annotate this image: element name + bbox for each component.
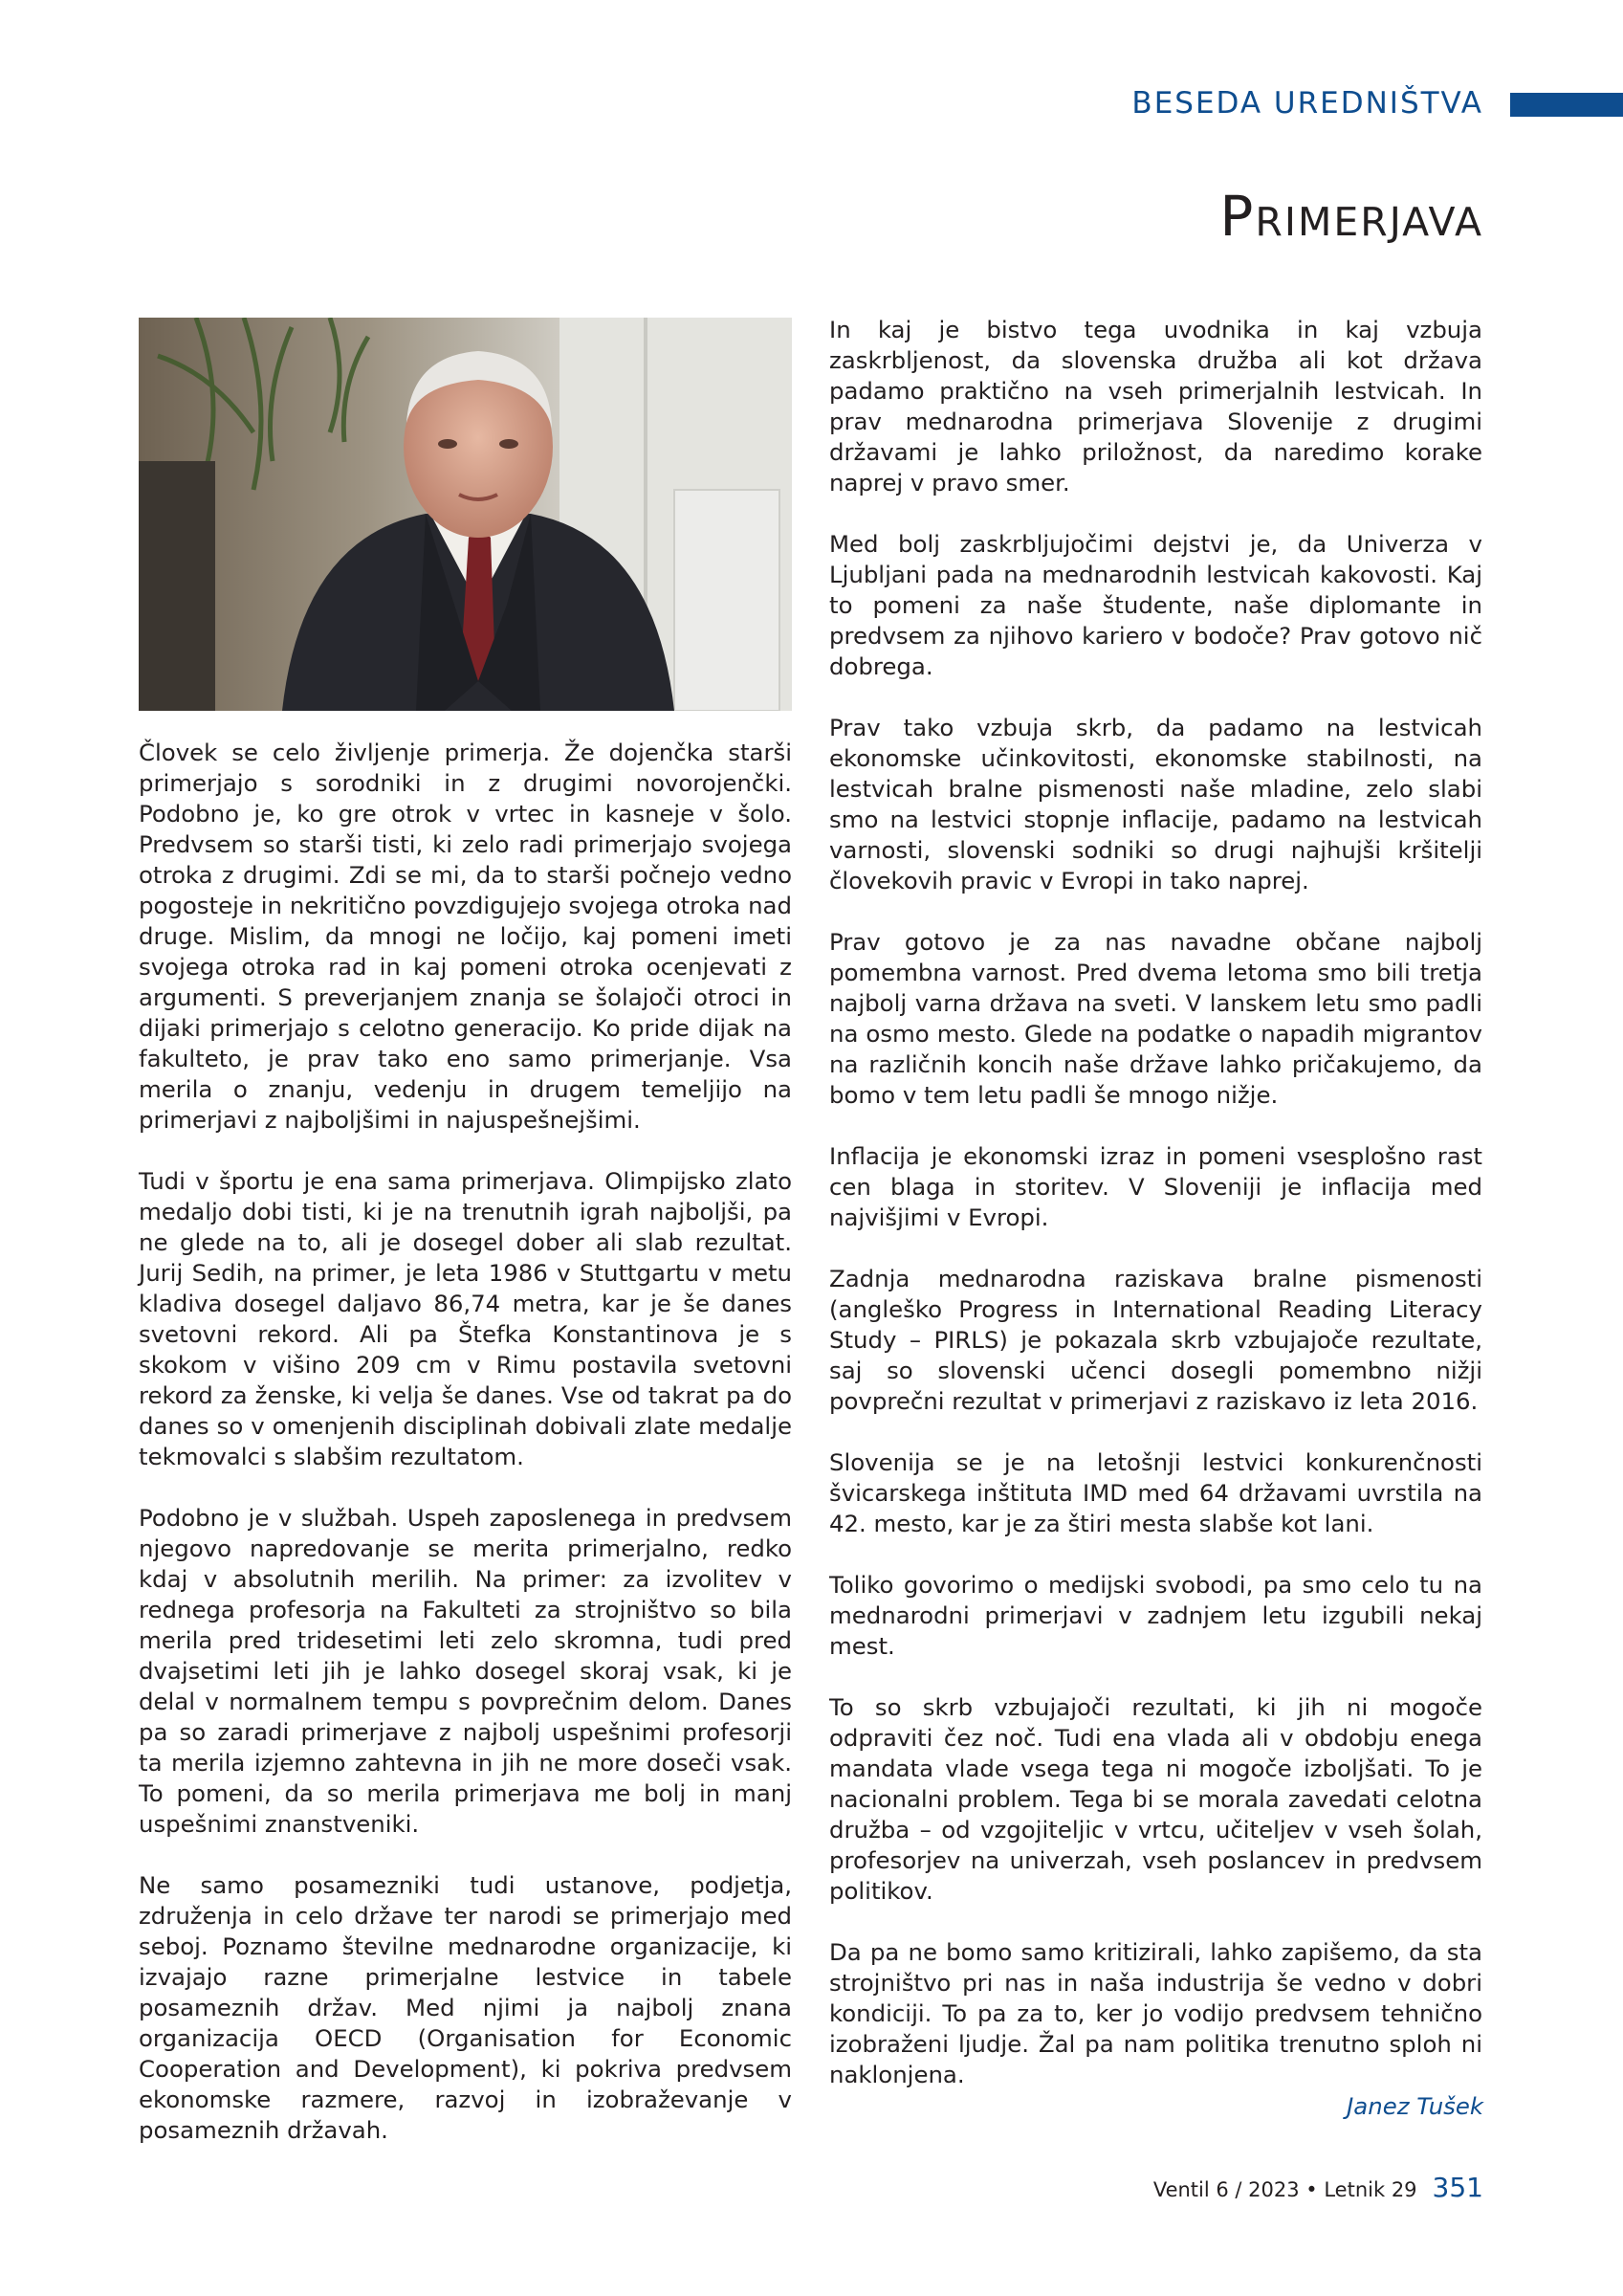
page-title: Primerjava [1219, 184, 1483, 249]
section-label: BESEDA UREDNIŠTVA [1131, 86, 1483, 121]
paragraph: Med bolj zaskrbljujočimi dejstvi je, da Univerza v Ljubljani pada na mednarodnih lestvicah kakovosti. Kaj to pomeni za naše študente, naše diplomante in predvsem za njihovo kariero v bodoče? Prav gotovo nič dobrega. [829, 530, 1482, 680]
paragraph: Podobno je v službah. Uspeh zaposlenega in predvsem njegovo napredovanje se merita primerjalno, redko kdaj v absolutnih merilih. Na primer: za izvolitev v rednega profesorja na Fakulteti za strojništvo so bila merila pred tridesetimi leti zelo skromna, tudi pred dvajsetimi leti jih je lahko dosegel skoraj vsak, ki je delal v normalnem tempu s povprečnim delom. Danes pa so zaradi primerjave z najbolj uspešnimi profesorji ta merila izjemno zahtevna in jih ne more doseči vsak. To pomeni, da so merila primerjava me bolj in manj uspešnimi znanstveniki. [139, 1504, 792, 1838]
paragraph: Prav tako vzbuja skrb, da padamo na lestvicah ekonomske učinkovitosti, ekonomske stabilnosti, na lestvicah bralne pismenosti naše mladine, zelo slabi smo na lestvici stopnje inflacije, padamo na lestvicah varnosti, slovenski sodniki so drugi najhujši kršitelji človekovih pravic v Evropi in tako naprej. [829, 714, 1482, 894]
article-right-column [829, 315, 1482, 2121]
section-accent-bar [1510, 93, 1623, 117]
article-left-column [139, 738, 792, 2176]
page-footer [1153, 2172, 1483, 2203]
author-portrait-photo [139, 318, 792, 711]
paragraph: Slovenija se je na letošnji lestvici konkurenčnosti švicarskega inštituta IMD med 64 državami uvrstila na 42. mesto, kar je za štiri mesta slabše kot lani. [829, 1448, 1482, 1537]
author-signature: Janez Tušek [1347, 2092, 1483, 2120]
paragraph: Ne samo posamezniki tudi ustanove, podjetja, združenja in celo države ter narodi se primerjajo med seboj. Poznamo številne mednarodne organizacije, ki izvajajo razne primerjalne lestvice in tabele posameznih držav. Med njimi ja najbolj znana organizacija OECD (Organisation for Economic Cooperation and Development), ki pokriva predvsem ekonomske razmere, razvoj in izobraževanje v posameznih državah. [139, 1871, 792, 2144]
portrait-photo-icon [139, 318, 792, 711]
paragraph: Tudi v športu je ena sama primerjava. Olimpijsko zlato medaljo dobi tisti, ki je na trenutnih igrah najboljši, pa ne glede na to, ali je dosegel dober ali slab rezultat. Jurij Sedih, na primer, je leta 1986 v Stuttgartu v metu kladiva dosegel daljavo 86,74 metra, kar je še danes svetovni rekord. Ali pa Štefka Konstantinova je s skokom v višino 209 cm v Rimu postavila svetovni rekord za ženske, ki velja še danes. Vse od takrat pa do danes so v omenjenih disciplinah dobivali zlate medalje tekmovalci s slabšim rezultatom. [139, 1167, 792, 1470]
paragraph: Toliko govorimo o medijski svobodi, pa smo celo tu na mednarodni primerjavi v zadnjem letu izgubili nekaj mest. [829, 1571, 1482, 1660]
paragraph: Človek se celo življenje primerja. Že dojenčka starši primerjajo s sorodniki in z drugimi novorojenčki. Podobno je, ko gre otrok v vrtec in kasneje v šolo. Predvsem so starši tisti, ki zelo radi primerjajo svojega otroka z drugimi. Zdi se mi, da to starši počnejo vedno pogosteje in nekritično povzdigujejo svojega otroka nad druge. Mislim, da mnogi ne ločijo, kaj pomeni imeti svojega otroka rad in kaj pomeni otroka ocenjevati z argumenti. S preverjanjem znanja se šolajoči otroci in dijaki primerjajo s celotno generacijo. Ko pride dijak na fakulteto, je prav tako eno samo primerjanje. Vsa merila o znanju, vedenju in drugem temeljijo na primerjavi z najboljšimi in najuspešnejšimi. [139, 739, 792, 1134]
paragraph: In kaj je bistvo tega uvodnika in kaj vzbuja zaskrbljenost, da slovenska družba ali kot država padamo praktično na vseh primerjalnih lestvicah. In prav mednarodna primerjava Slovenije z drugimi državami je lahko priložnost, da naredimo korake naprej v pravo smer. [829, 316, 1482, 497]
paragraph: Inflacija je ekonomski izraz in pomeni vsesplošno rast cen blaga in storitev. V Sloveniji je inflacija med najvišjimi v Evropi. [829, 1142, 1482, 1231]
page-number: 351 [1432, 2172, 1483, 2203]
paragraph: To so skrb vzbujajoči rezultati, ki jih ni mogoče odpraviti čez noč. Tudi ena vlada ali v obdobju enega mandata vlade vsega tega ni mogoče izboljšati. To je nacionalni problem. Tega bi se morala zavedati celotna družba – od vzgojiteljic v vrtcu, učiteljev v vseh šolah, profesorjev na univerzah, vseh poslancev in predvsem politikov. [829, 1693, 1482, 1905]
paragraph: Zadnja mednarodna raziskava bralne pismenosti (angleško Progress in International Reading Literacy Study – PIRLS) je pokazala skrb vzbujajoče rezultate, saj so slovenski učenci dosegli pomembno nižji povprečni rezultat v primerjavi z raziskavo iz leta 2016. [829, 1265, 1482, 1415]
paragraph: Prav gotovo je za nas navadne občane najbolj pomembna varnost. Pred dvema letoma smo bili tretja najbolj varna država na sveti. V lanskem letu smo padli na osmo mesto. Glede na podatke o napadih migrantov na različnih koncih naše države lahko pričakujemo, da bomo v tem letu padli še mnogo nižje. [829, 928, 1482, 1109]
paragraph: Da pa ne bomo samo kritizirali, lahko zapišemo, da sta strojništvo pri nas in naša industrija še vedno v dobri kondiciji. To pa za to, ker jo vodijo predvsem tehnično izobraženi ljudje. Žal pa nam politika trenutno sploh ni naklonjena. [829, 1938, 1482, 2088]
journal-info: Ventil 6 / 2023 • Letnik 29 [1152, 2178, 1417, 2201]
